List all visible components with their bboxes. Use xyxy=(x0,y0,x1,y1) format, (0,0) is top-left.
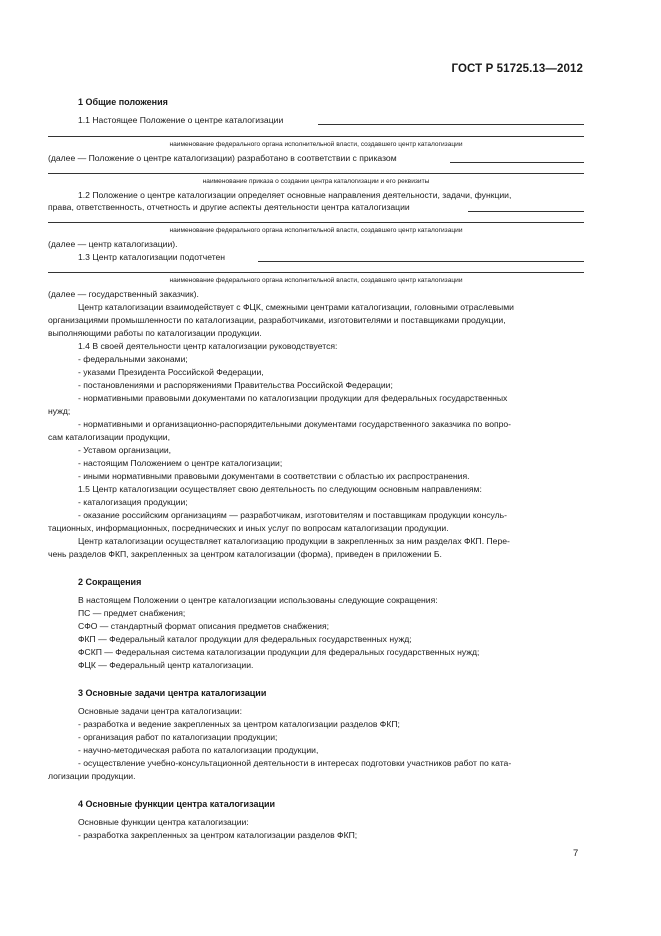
paragraph-1-2c: (далее — центр каталогизации). xyxy=(48,239,178,249)
abbreviation-item: СФО — стандартный формат описания предметов снабжения; xyxy=(78,621,330,631)
section-3-title: 3 Основные задачи центра каталогизации xyxy=(78,688,267,698)
caption-order: наименование приказа о создании центра каталогизации и его реквизиты xyxy=(202,178,430,185)
section-3-intro: Основные задачи центра каталогизации: xyxy=(78,706,242,716)
caption-org: наименование федерального органа исполнительной власти, создавшего центр каталогизации xyxy=(169,277,463,284)
list-item: - настоящим Положением о центре каталогизации; xyxy=(78,458,283,468)
list-item: логизации продукции. xyxy=(48,771,136,781)
caption-org: наименование федерального органа исполнительной власти, создавшего центр каталогизации xyxy=(169,227,463,234)
paragraph-1-3b: (далее — государственный заказчик). xyxy=(48,289,199,299)
list-item: - Уставом организации, xyxy=(78,445,172,455)
list-item: - иными нормативными правовыми документами в соответствии с областью их распространения. xyxy=(78,471,470,481)
list-item: - разработка закрепленных за центром каталогизации разделов ФКП; xyxy=(78,830,358,840)
text-line: выполняющими работы по каталогизации продукции. xyxy=(48,328,262,338)
paragraph-1-2b: права, ответственность, отчетность и другие аспекты деятельности центра каталогизации xyxy=(48,202,410,212)
list-item: - нормативными и организационно-распорядительными документами государственного заказчика по вопро- xyxy=(78,419,512,429)
abbreviation-item: ФЦК — Федеральный центр каталогизации. xyxy=(78,660,254,670)
paragraph-1-5: 1.5 Центр каталогизации осуществляет свою деятельность по следующим основным направлениям: xyxy=(78,484,482,494)
list-item: сам каталогизации продукции, xyxy=(48,432,170,442)
fill-line xyxy=(318,124,584,125)
page-number: 7 xyxy=(573,848,579,859)
fill-line xyxy=(468,211,584,212)
abbreviation-item: ФКП — Федеральный каталог продукции для федеральных государственных нужд; xyxy=(78,634,412,644)
section-2-title: 2 Сокращения xyxy=(78,577,142,587)
list-item: - указами Президента Российской Федерации, xyxy=(78,367,264,377)
list-item: - постановлениями и распоряжениями Правительства Российской Федерации; xyxy=(78,380,393,390)
section-1-title: 1 Общие положения xyxy=(78,97,168,107)
section-4-title: 4 Основные функции центра каталогизации xyxy=(78,799,276,809)
paragraph-1-4: 1.4 В своей деятельности центр каталогизации руководствуется: xyxy=(78,341,338,351)
paragraph-1-1: 1.1 Настоящее Положение о центре каталогизации xyxy=(78,115,284,125)
list-item: - разработка и ведение закрепленных за центром каталогизации разделов ФКП; xyxy=(78,719,400,729)
fill-line xyxy=(48,272,584,273)
paragraph-1-1-cont: (далее — Положение о центре каталогизации) разработано в соответствии с приказом xyxy=(48,153,397,163)
list-item: - научно-методическая работа по каталогизации продукции, xyxy=(78,745,319,755)
abbreviation-item: ПС — предмет снабжения; xyxy=(78,608,186,618)
list-item: - федеральными законами; xyxy=(78,354,188,364)
fill-line xyxy=(48,222,584,223)
list-item: - организация работ по каталогизации продукции; xyxy=(78,732,278,742)
fill-line xyxy=(48,173,584,174)
document-header: ГОСТ Р 51725.13—2012 xyxy=(451,63,583,75)
paragraph-1-2a: 1.2 Положение о центре каталогизации определяет основные направления деятельности, задачи, функции, xyxy=(78,190,512,200)
list-item: - нормативными правовыми документами по каталогизации продукции для федеральных государственных xyxy=(78,393,508,403)
paragraph-1-3: 1.3 Центр каталогизации подотчетен xyxy=(78,252,226,262)
fill-line xyxy=(258,261,584,262)
text-line: Центр каталогизации взаимодействует с ФЦК, смежными центрами каталогизации, головными отраслевыми xyxy=(78,302,514,312)
section-4-intro: Основные функции центра каталогизации: xyxy=(78,817,249,827)
section-2-intro: В настоящем Положении о центре каталогизации использованы следующие сокращения: xyxy=(78,595,438,605)
text-line: чень разделов ФКП, закрепленных за центром каталогизации (форма), приведен в приложении Б. xyxy=(48,549,442,559)
abbreviation-item: ФСКП — Федеральная система каталогизации продукции для федеральных государственных нужд; xyxy=(78,647,480,657)
list-item: тационных, информационных, посреднических и иных услуг по вопросам каталогизации продукции. xyxy=(48,523,449,533)
list-item: - каталогизация продукции; xyxy=(78,497,188,507)
fill-line xyxy=(48,136,584,137)
caption-org: наименование федерального органа исполнительной власти, создавшего центр каталогизации xyxy=(169,141,463,148)
list-item: - осуществление учебно-консультационной деятельности в интересах подготовки участников работ по ката- xyxy=(78,758,512,768)
text-line: Центр каталогизации осуществляет каталогизацию продукции в закрепленных за ним разделах ФКП. Пере- xyxy=(78,536,510,546)
list-item: - оказание российским организациям — разработчикам, изготовителям и поставщикам продукции консуль- xyxy=(78,510,508,520)
list-item: нужд; xyxy=(48,406,71,416)
text-line: организациями промышленности по каталогизации, разработчиками, изготовителями и поставщиками продукции, xyxy=(48,315,506,325)
fill-line xyxy=(450,162,584,163)
